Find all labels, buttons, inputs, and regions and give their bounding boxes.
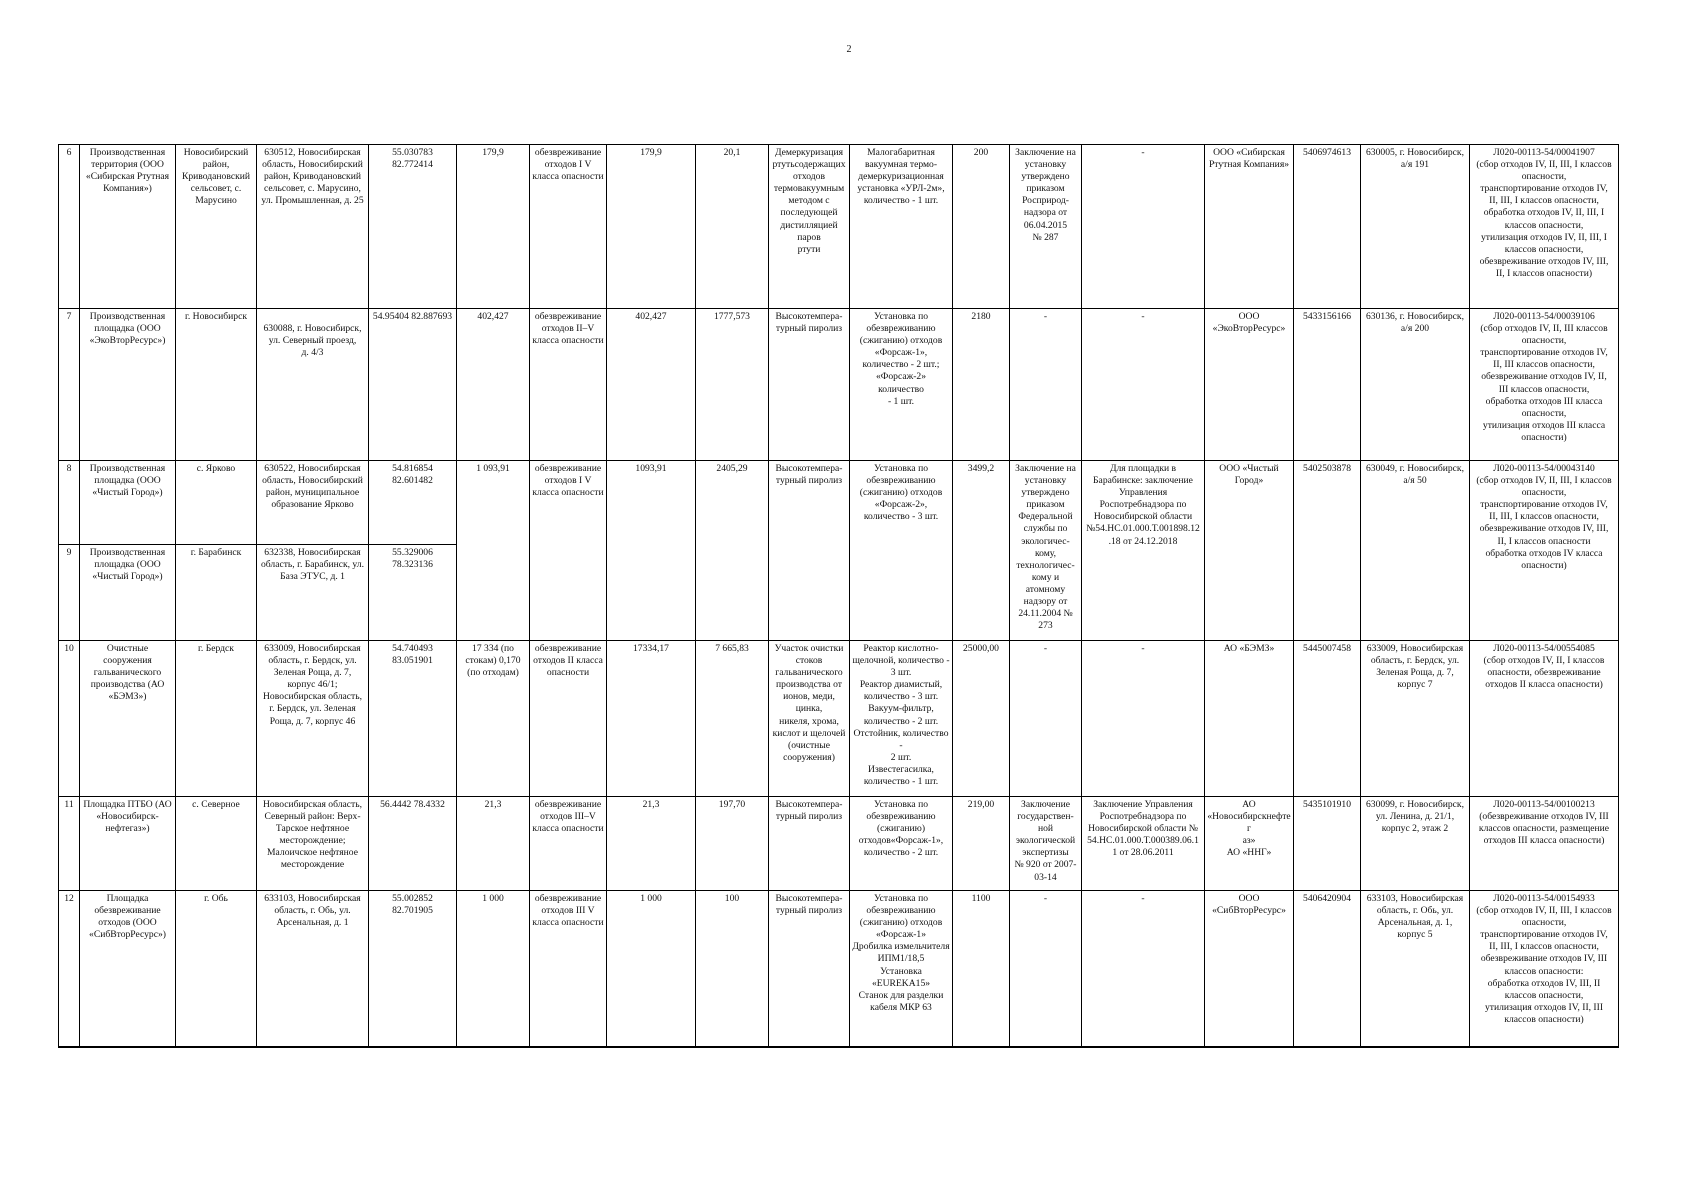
facility-name: Площадка ПТБО (АО «Новосибирск- нефтегаз») — [80, 797, 176, 891]
facility-capacity-used: 21,3 — [607, 797, 696, 891]
facility-equipment: Установка по обезвреживанию (сжиганию) отходов«Форсаж-1», количество - 2 шт. — [850, 797, 953, 891]
facility-equipment: Установка по обезвреживанию (сжиганию) отходов «Форсаж-1», количество - 2 шт.; «Форсаж-2» количество - 1 шт. — [850, 309, 953, 461]
facility-method: Высокотемпера- турный пиролиз — [769, 891, 850, 1047]
facility-license: Л020-00113-54/00154933 (сбор отходов IV, II, III, I классов опасности, транспортирование отходов IV, II, III, I классов опасности, обезвреживание отходов IV, III классов опасности: обработка отходов IV, III, II классов опасности, утилизация отходов IV, II, III классов опасности) — [1470, 891, 1619, 1047]
facility-coordinates: 55.002852 82.701905 — [369, 891, 457, 1047]
facility-expertise: Заключение государствен-ной экологической экспертизы № 920 от 2007- 03-14 — [1010, 797, 1082, 891]
facility-address: 633103, Новосибирская область, г. Обь, ул. Арсенальная, д. 1 — [257, 891, 369, 1047]
facility-capacity-used: 1 000 — [607, 891, 696, 1047]
table-row — [59, 641, 1619, 797]
facility-coordinates: 55.329006 78.323136 — [369, 545, 457, 641]
facility-license: Л020-00113-54/00041907 (сбор отходов IV, II, III, I классов опасности, транспортирование отходов IV, II, III, I классов опасности, обработка отходов IV, II, III, I классов опасности, утилизация отходов IV, II, III, I классов опасности, обезвреживание отходов IV, III, II, I классов опасности) — [1470, 145, 1619, 309]
facility-capacity-reserve: 20,1 — [696, 145, 769, 309]
facility-area: 3499,2 — [953, 461, 1010, 641]
facility-sanitary: - — [1082, 145, 1205, 309]
facility-capacity-used: 179,9 — [607, 145, 696, 309]
facility-capacity: 179,9 — [457, 145, 530, 309]
facility-location: г. Новосибирск — [176, 309, 257, 461]
operator-address: 630049, г. Новосибирск, а/я 50 — [1361, 461, 1470, 641]
facility-expertise: - — [1010, 641, 1082, 797]
facility-operator: АО «Новосибирскнефтег аз» АО «ННГ» — [1205, 797, 1294, 891]
facility-capacity-reserve: 1777,573 — [696, 309, 769, 461]
facility-equipment: Установка по обезвреживанию (сжиганию) отходов «Форсаж-2», количество - 3 шт. — [850, 461, 953, 641]
table-row — [59, 891, 1619, 1047]
facility-capacity-reserve: 100 — [696, 891, 769, 1047]
facility-location: Новосибирский район, Криводановский сельсовет, с. Марусино — [176, 145, 257, 309]
facility-address: Новосибирская область, Северный район: Верх- Тарское нефтяное месторождение; Малоичское нефтяное месторождение — [257, 797, 369, 891]
facility-capacity-used: 1093,91 — [607, 461, 696, 641]
facility-area: 25000,00 — [953, 641, 1010, 797]
facility-name: Площадка обезвреживание отходов (ООО «СибВторРесурс») — [80, 891, 176, 1047]
facility-location: г. Бердск — [176, 641, 257, 797]
operator-address: 630136, г. Новосибирск, а/я 200 — [1361, 309, 1470, 461]
facility-inn: 5433156166 — [1294, 309, 1361, 461]
facility-sanitary: - — [1082, 891, 1205, 1047]
facility-address: 630088, г. Новосибирск, ул. Северный проезд, д. 4/3 — [257, 309, 369, 461]
facility-method: Высокотемпера- турный пиролиз — [769, 797, 850, 891]
facility-method: Высокотемпера- турный пиролиз — [769, 309, 850, 461]
facility-capacity: 17 334 (по стокам) 0,170 (по отходам) — [457, 641, 530, 797]
facility-location: с. Ярково — [176, 461, 257, 545]
facility-area: 219,00 — [953, 797, 1010, 891]
row-number: 8 — [59, 461, 80, 545]
facilities-table — [58, 144, 1619, 1048]
facility-equipment: Реактор кислотно- щелочной, количество - 3 шт. Реактор диамистый, количество - 3 шт. Вакуум-фильтр, количество - 2 шт. Отстойник, количество - 2 шт. Известегасилка, количество - 1 шт. — [850, 641, 953, 797]
facility-inn: 5445007458 — [1294, 641, 1361, 797]
table-row — [59, 797, 1619, 891]
facility-capacity: 1 000 — [457, 891, 530, 1047]
facility-coordinates: 54.816854 82.601482 — [369, 461, 457, 545]
facility-location: г. Барабинск — [176, 545, 257, 641]
facility-location: с. Северное — [176, 797, 257, 891]
operator-address: 630005, г. Новосибирск, а/я 191 — [1361, 145, 1470, 309]
facility-expertise: Заключение на установку утверждено приказом Федеральной службы по экологичес-кому, технологичес- кому и атомному надзору от 24.11.2004 № 273 — [1010, 461, 1082, 641]
facility-capacity-used: 402,427 — [607, 309, 696, 461]
facility-location: г. Обь — [176, 891, 257, 1047]
row-number: 6 — [59, 145, 80, 309]
facility-capacity: 1 093,91 — [457, 461, 530, 641]
row-number: 9 — [59, 545, 80, 641]
facility-capacity-reserve: 7 665,83 — [696, 641, 769, 797]
facility-operator: АО «БЭМЗ» — [1205, 641, 1294, 797]
facility-sanitary: - — [1082, 309, 1205, 461]
facility-address: 630522, Новосибирская область, Новосибирский район, муниципальное образование Ярково — [257, 461, 369, 545]
facility-address: 633009, Новосибирская область, г. Бердск, ул. Зеленая Роща, д. 7, корпус 46/1; Новосибирская область, г. Бердск, ул. Зеленая Роща, д. 7, корпус 46 — [257, 641, 369, 797]
facility-sanitary: Для площадки в Барабинске: заключение Управления Роспотребнадзора по Новосибирской области №54.НС.01.000.Т.001898.12 .18 от 24.12.2018 — [1082, 461, 1205, 641]
facility-inn: 5435101910 — [1294, 797, 1361, 891]
facility-activity: обезвреживание отходов I V класса опасности — [530, 461, 607, 641]
facility-expertise: - — [1010, 891, 1082, 1047]
facility-activity: обезвреживание отходов III V класса опасности — [530, 891, 607, 1047]
facility-capacity-reserve: 197,70 — [696, 797, 769, 891]
facility-license: Л020-00113-54/00043140 (сбор отходов IV, II, III, I классов опасности, транспортирование отходов IV, II, III, I классов опасности, обезвреживание отходов IV, III, II, I классов опасности обработка отходов IV класса опасности) — [1470, 461, 1619, 641]
facility-coordinates: 54.95404 82.887693 — [369, 309, 457, 461]
facility-activity: обезвреживание отходов II класса опасности — [530, 641, 607, 797]
facility-expertise: Заключение на установку утверждено приказом Росприрод- надзора от 06.04.2015 № 287 — [1010, 145, 1082, 309]
facility-name: Производственная площадка (ООО «ЭкоВторРесурс») — [80, 309, 176, 461]
facility-license: Л020-00113-54/00100213 (обезвреживание отходов IV, III классов опасности, размещение отходов III класса опасности) — [1470, 797, 1619, 891]
facility-method: Демеркуризация ртутьсодержащих отходов термовакуумным методом с последующей дистилляцией паров ртути — [769, 145, 850, 309]
facility-activity: обезвреживание отходов I V класса опасности — [530, 145, 607, 309]
facility-name: Производственная площадка (ООО «Чистый Город») — [80, 461, 176, 545]
facility-capacity-reserve: 2405,29 — [696, 461, 769, 641]
facility-inn: 5406974613 — [1294, 145, 1361, 309]
operator-address: 633009, Новосибирская область, г. Бердск, ул. Зеленая Роща, д. 7, корпус 7 — [1361, 641, 1470, 797]
facility-expertise: - — [1010, 309, 1082, 461]
operator-address: 633103, Новосибирская область, г. Обь, ул. Арсенальная, д. 1, корпус 5 — [1361, 891, 1470, 1047]
table-row — [59, 309, 1619, 461]
facility-coordinates: 56.4442 78.4332 — [369, 797, 457, 891]
table-row — [59, 461, 1619, 545]
facility-coordinates: 54.740493 83.051901 — [369, 641, 457, 797]
facility-address: 630512, Новосибирская область, Новосибирский район, Криводановский сельсовет, с. Марусино, ул. Промышленная, д. 25 — [257, 145, 369, 309]
facility-name: Очистные сооружения гальванического производства (АО «БЭМЗ») — [80, 641, 176, 797]
facility-method: Высокотемпера- турный пиролиз — [769, 461, 850, 641]
facility-sanitary: Заключение Управления Роспотребнадзора по Новосибирской области № 54.НС.01.000.Т.000389.06.1 1 от 28.06.2011 — [1082, 797, 1205, 891]
facility-sanitary: - — [1082, 641, 1205, 797]
facility-capacity: 402,427 — [457, 309, 530, 461]
facility-capacity: 21,3 — [457, 797, 530, 891]
operator-address: 630099, г. Новосибирск, ул. Ленина, д. 21/1, корпус 2, этаж 2 — [1361, 797, 1470, 891]
facility-operator: ООО «Сибирская Ртутная Компания» — [1205, 145, 1294, 309]
row-number: 10 — [59, 641, 80, 797]
facility-capacity-used: 17334,17 — [607, 641, 696, 797]
facility-address: 632338, Новосибирская область, г. Барабинск, ул. База ЭТУС, д. 1 — [257, 545, 369, 641]
row-number: 12 — [59, 891, 80, 1047]
facility-license: Л020-00113-54/00039106 (сбор отходов IV, II, III классов опасности, транспортирование отходов IV, II, III классов опасности, обезвреживание отходов IV, II, III классов опасности, обработка отходов III класса опасности, утилизация отходов III класса опасности) — [1470, 309, 1619, 461]
facility-operator: ООО «ЭкоВторРесурс» — [1205, 309, 1294, 461]
row-number: 7 — [59, 309, 80, 461]
facility-inn: 5406420904 — [1294, 891, 1361, 1047]
facility-inn: 5402503878 — [1294, 461, 1361, 641]
facility-equipment: Малогабаритная вакуумная термо- демеркуризационная установка «УРЛ-2м», количество - 1 шт. — [850, 145, 953, 309]
facility-equipment: Установка по обезвреживанию (сжиганию) отходов «Форсаж-1» Дробилка измельчителя ИПМ1/18,5 Установка «EUREKA15» Станок для разделки кабеля МКР 63 — [850, 891, 953, 1047]
facility-license: Л020-00113-54/00554085 (сбор отходов IV, II, I классов опасности, обезвреживание отходов II класса опасности) — [1470, 641, 1619, 797]
facility-coordinates: 55.030783 82.772414 — [369, 145, 457, 309]
facility-activity: обезвреживание отходов II–V класса опасности — [530, 309, 607, 461]
facility-area: 1100 — [953, 891, 1010, 1047]
facility-method: Участок очистки стоков гальванического производства от ионов, меди, цинка, никеля, хрома, кислот и щелочей (очистные сооружения) — [769, 641, 850, 797]
table-row — [59, 145, 1619, 309]
facility-name: Производственная площадка (ООО «Чистый Город») — [80, 545, 176, 641]
page-number: 2 — [846, 44, 852, 55]
facility-area: 2180 — [953, 309, 1010, 461]
facility-operator: ООО «Чистый Город» — [1205, 461, 1294, 641]
facility-activity: обезвреживание отходов III–V класса опасности — [530, 797, 607, 891]
facility-name: Производственная территория (ООО «Сибирская Ртутная Компания») — [80, 145, 176, 309]
row-number: 11 — [59, 797, 80, 891]
facility-operator: ООО «СибВторРесурс» — [1205, 891, 1294, 1047]
facility-area: 200 — [953, 145, 1010, 309]
